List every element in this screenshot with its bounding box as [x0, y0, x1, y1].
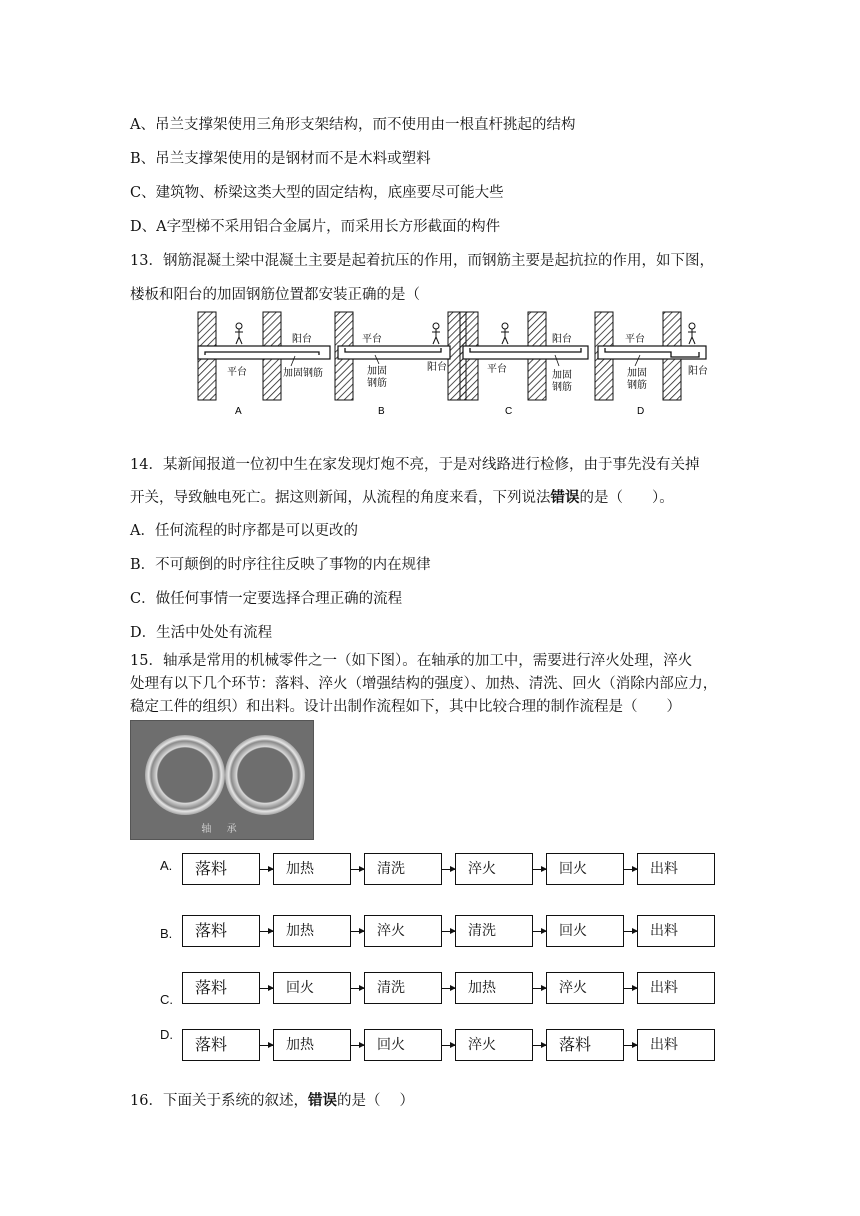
bearing-photo	[130, 720, 314, 840]
q14-option-c: C．做任何事情一定要选择合理正确的流程	[130, 591, 403, 607]
q13-a-rebar-label: 加固钢筋	[283, 368, 323, 379]
q15-flow-arrow	[351, 869, 364, 870]
q16-stem-emphasis: 错误	[307, 1092, 337, 1109]
q15-flow-arrow	[260, 988, 273, 989]
q15-flow-arrow	[260, 931, 273, 932]
q15-flow-arrow	[624, 1045, 637, 1046]
bearing-ring-right	[225, 735, 305, 815]
q13-d-platform-label: 平台	[625, 334, 645, 345]
q15-flow-label: A.	[160, 858, 173, 873]
q14-option-d: D．生活中处处有流程	[130, 625, 273, 641]
q15-flow-label: B.	[160, 926, 173, 941]
q15-flow-step: 落料	[182, 853, 260, 885]
q16-stem-text: 16．下面关于系统的叙述，	[130, 1093, 308, 1109]
q13-stem-line2: 楼板和阳台的加固钢筋位置都安装正确的是（	[130, 287, 420, 303]
q13-c-rebar-top: 加固	[552, 370, 572, 381]
q13-a-platform-label: 平台	[227, 367, 247, 378]
q15-flow-arrow	[442, 931, 455, 932]
q15-flow-step: 落料	[546, 1029, 624, 1061]
q15-flow-step: 加热	[273, 853, 351, 885]
q13-b-rebar-bottom: 钢筋	[367, 378, 387, 389]
q15-flow-step: 淬火	[364, 915, 442, 947]
q13-panel-b	[335, 312, 466, 417]
q14-option-a: A．任何流程的时序都是可以更改的	[130, 523, 358, 539]
q15-flow-arrow	[442, 988, 455, 989]
q13-letter-a: A	[235, 406, 242, 417]
q15-flow-step: 出料	[637, 972, 715, 1004]
q13-stem-line1: 13．钢筋混凝土梁中混凝土主要是起着抗压的作用，而钢筋主要是起抗拉的作用，如下图，	[130, 253, 714, 269]
q13-c-platform-label: 平台	[487, 364, 507, 375]
q13-d-rebar-bottom: 钢筋	[627, 380, 647, 391]
q16-stem-tail: 的是（ ）	[336, 1093, 415, 1109]
q13-letter-c: C	[505, 406, 513, 417]
q15-flow-label: D.	[160, 1027, 173, 1042]
q13-panel-d	[595, 312, 708, 417]
q15-stem-line3: 稳定工件的组织）和出料。设计出制作流程如下，其中比较合理的制作流程是（ ）	[130, 699, 681, 715]
q15-flow-step: 出料	[637, 853, 715, 885]
q15-flow-arrow	[624, 988, 637, 989]
q15-flow-step: 加热	[273, 1029, 351, 1061]
q15-flow-step: 清洗	[364, 853, 442, 885]
q12-option-c: C、建筑物、桥梁这类大型的固定结构，底座要尽可能大些	[130, 185, 504, 201]
q15-stem-line1: 15．轴承是常用的机械零件之一（如下图）。在轴承的加工中，需要进行淬火处理，淬火	[130, 653, 693, 669]
q15-flow-step: 回火	[364, 1029, 442, 1061]
q13-a-balcony-label: 阳台	[292, 334, 312, 345]
bearing-photo-caption: 轴 承	[201, 824, 243, 835]
q15-flow-step: 加热	[273, 915, 351, 947]
q15-flow-arrow	[351, 988, 364, 989]
q15-flow-step: 落料	[182, 972, 260, 1004]
q15-flow-arrow	[533, 931, 546, 932]
q12-option-b: B、吊兰支撑架使用的是钢材而不是木料或塑料	[130, 151, 431, 167]
q15-flow-arrow	[351, 1045, 364, 1046]
q15-flow-step: 落料	[182, 915, 260, 947]
q12-option-d: D、A字型梯不采用铝合金属片，而采用长方形截面的构件	[130, 219, 501, 235]
bearing-ring-left	[145, 735, 225, 815]
q13-b-platform-label: 平台	[362, 334, 382, 345]
q13-c-balcony-label: 阳台	[552, 334, 572, 345]
q15-flow-step: 回火	[546, 853, 624, 885]
q14-stem-line1: 14．某新闻报道一位初中生在家发现灯炮不亮，于是对线路进行检修，由于事先没有关掉	[130, 457, 700, 473]
q12-option-a: A、吊兰支撑架使用三角形支架结构，而不使用由一根直杆挑起的结构	[130, 117, 576, 133]
q13-d-balcony-label: 阳台	[688, 366, 708, 377]
q13-b-balcony-label: 阳台	[427, 362, 447, 373]
q15-flow-arrow	[442, 1045, 455, 1046]
q15-flow-arrow	[260, 869, 273, 870]
q15-stem-line2: 处理有以下几个环节：落料、淬火（增强结构的强度）、加热、清洗、回火（消除内部应力，	[130, 676, 718, 692]
q15-flow-arrow	[624, 869, 637, 870]
q13-letter-d: D	[637, 406, 645, 417]
q14-stem-line2	[130, 486, 674, 507]
q15-flow-arrow	[533, 869, 546, 870]
q15-flow-arrow	[351, 931, 364, 932]
q15-flow-step: 落料	[182, 1029, 260, 1061]
q13-letter-b: B	[378, 406, 385, 417]
q15-flow-step: 淬火	[546, 972, 624, 1004]
q14-stem-tail: 的是（ ）。	[579, 490, 674, 506]
q14-stem-emphasis: 错误	[550, 489, 580, 506]
q13-c-rebar-bottom: 钢筋	[552, 382, 572, 393]
q15-flow-step: 清洗	[364, 972, 442, 1004]
q13-figure	[195, 308, 715, 420]
q15-flow-arrow	[624, 931, 637, 932]
q15-flow-arrow	[533, 988, 546, 989]
q13-panel-c	[460, 312, 588, 417]
q13-panel-a	[198, 312, 330, 417]
q15-flow-step: 出料	[637, 1029, 715, 1061]
q16-stem	[130, 1089, 414, 1110]
q14-option-b: B．不可颠倒的时序往往反映了事物的内在规律	[130, 557, 431, 573]
q15-flow-step: 回火	[273, 972, 351, 1004]
q15-flow-arrow	[533, 1045, 546, 1046]
q15-flow-arrow	[260, 1045, 273, 1046]
q15-flow-step: 清洗	[455, 915, 533, 947]
q15-flow-arrow	[442, 869, 455, 870]
q15-flow-step: 淬火	[455, 1029, 533, 1061]
q13-b-rebar-top: 加固	[367, 366, 387, 377]
q15-flow-label: C.	[160, 992, 173, 1007]
q15-flow-step: 回火	[546, 915, 624, 947]
q15-flow-step: 加热	[455, 972, 533, 1004]
q15-flow-step: 淬火	[455, 853, 533, 885]
q15-flow-step: 出料	[637, 915, 715, 947]
q13-d-rebar-top: 加固	[627, 368, 647, 379]
q14-stem-text: 开关，导致触电死亡。据这则新闻，从流程的角度来看，下列说法	[130, 490, 551, 506]
